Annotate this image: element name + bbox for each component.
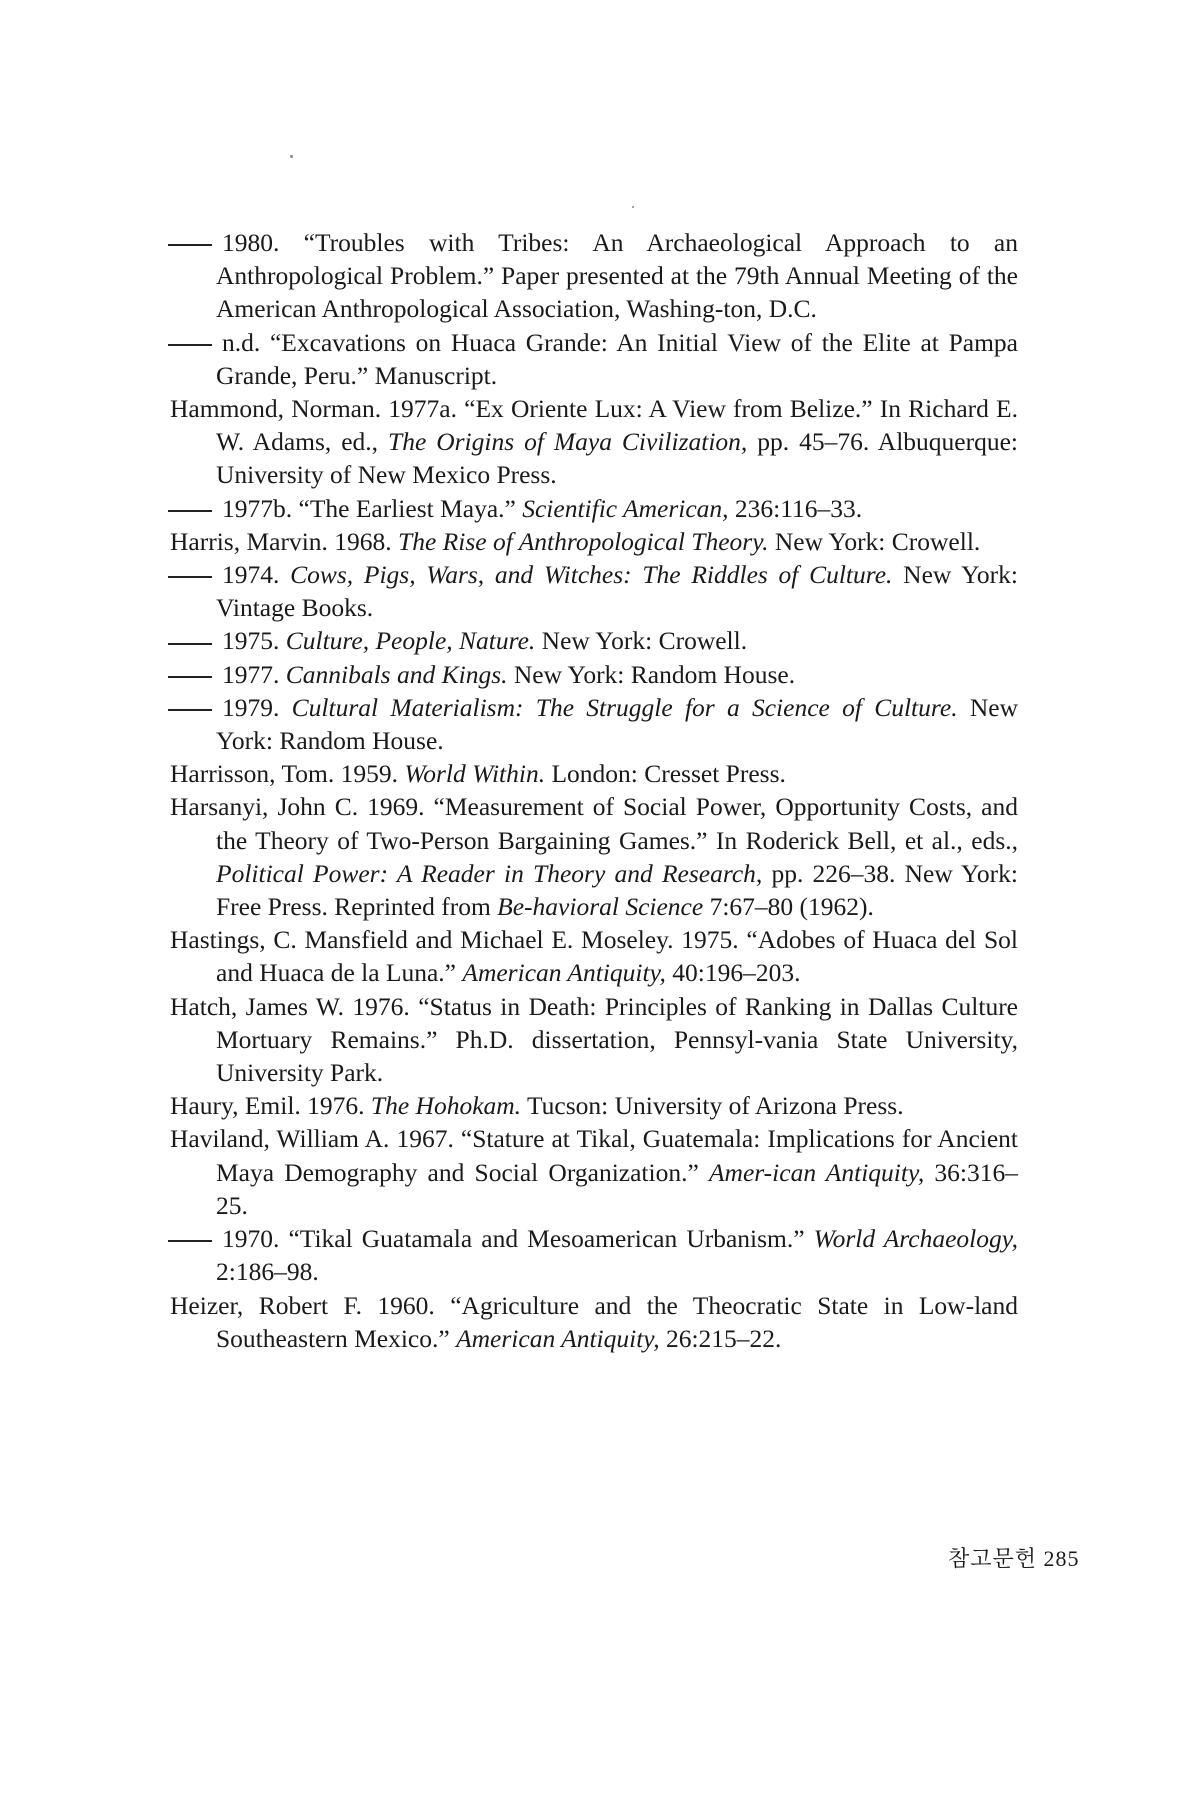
entry-text: 36:316–25. (216, 1157, 1018, 1220)
entry-text: pp. 45–76. Albuquerque: University of New Mexico Press. (216, 427, 1018, 490)
same-author-dash (168, 344, 212, 346)
entry-title-italic: World Archaeology, (813, 1224, 1019, 1254)
entry-text: New York: Crowell. (535, 626, 748, 656)
bibliography-entry (170, 558, 1018, 624)
same-author-dash (168, 510, 212, 512)
entry-title-italic: American Antiquity, (456, 1323, 660, 1353)
entry-title-italic: Cultural Materialism: The Struggle for a Science of Culture. (291, 692, 958, 722)
entry-title-italic: American Antiquity, (462, 958, 666, 988)
entry-text: n.d. “Excavations on Huaca Grande: An Initial View of the Elite at Pampa Grande, Peru.” Manuscript. (216, 327, 1018, 390)
bibliography-entry (170, 990, 1018, 1090)
entry-text: New York: Crowell. (768, 526, 981, 556)
entry-text: Hatch, James W. 1976. “Status in Death: Principles of Ranking in Dallas Culture Mortuary Remains.” Ph.D. dissertation, Pennsyl-vania State University, University Park. (170, 991, 1018, 1088)
page-footer (948, 1542, 1080, 1573)
entry-title-italic: The Hohokam. (370, 1091, 522, 1121)
scan-speck (290, 155, 293, 158)
entry-text: Heizer, Robert F. 1960. “Agriculture and the Theocratic State in Low-land Southeastern Mexico.” (170, 1290, 1018, 1353)
entry-text: 7:67–80 (1962). (703, 892, 874, 922)
entry-text: Haury, Emil. 1976. (170, 1091, 371, 1121)
entry-text: 1975. (222, 626, 286, 656)
entry-text: London: Cresset Press. (545, 759, 786, 789)
page-number: 285 (1043, 1546, 1080, 1571)
entry-text: 1974. (222, 560, 291, 590)
entry-text: pp. 226–38. New York: Free Press. Reprinted from (216, 858, 1018, 922)
entry-text: 1977b. “The Earliest Maya.” (222, 493, 523, 523)
bibliography-list (170, 226, 1018, 1355)
bibliography-entry (170, 658, 1018, 691)
same-author-dash (168, 709, 212, 711)
bibliography-entry (170, 1089, 1018, 1122)
bibliography-entry (170, 1122, 1018, 1222)
bibliography-entry (170, 226, 1018, 326)
entry-text: 40:196–203. (665, 958, 801, 988)
bibliography-entry (170, 525, 1018, 558)
entry-text: 236:116–33. (728, 493, 863, 523)
entry-text: Harris, Marvin. 1968. (170, 526, 399, 556)
entry-text: Harsanyi, John C. 1969. “Measurement of Social Power, Opportunity Costs, and the Theory of Two-Person Bargaining Games.” In Roderick Bell, et al., eds., (170, 792, 1018, 855)
same-author-dash (168, 676, 212, 678)
bibliography-entry (170, 624, 1018, 657)
entry-title-italic: Amer-ican Antiquity, (708, 1157, 925, 1187)
same-author-dash (168, 1240, 212, 1242)
entry-text: Hammond, Norman. 1977a. “Ex Oriente Lux: A View from Belize.” In Richard E. W. Adams, ed., (170, 394, 1018, 457)
bibliography-entry (170, 691, 1018, 757)
entry-text: 26:215–22. (659, 1323, 782, 1353)
bibliography-entry (170, 326, 1018, 392)
entry-title-italic: World Within. (404, 759, 546, 789)
entry-title-italic: The Rise of Anthropological Theory. (398, 526, 769, 556)
entry-text: 2:186–98. (216, 1257, 319, 1287)
entry-title-italic: Cannibals and Kings. (285, 659, 508, 689)
running-head: 참고문헌 (948, 1546, 1038, 1571)
entry-title-italic: Cows, Pigs, Wars, and Witches: The Riddles of Culture. (290, 560, 893, 590)
entry-text: New York: Random House. (507, 659, 796, 689)
entry-text: Tucson: University of Arizona Press. (521, 1091, 904, 1121)
bibliography-entry (170, 1222, 1018, 1288)
bibliography-entry (170, 923, 1018, 989)
bibliography-entry (170, 492, 1018, 525)
entry-title-italic: Culture, People, Nature. (285, 626, 536, 656)
entry-text: 1979. (222, 692, 292, 722)
entry-text: 1980. “Troubles with Tribes: An Archaeological Approach to an Anthropological Problem.” Paper presented at the 79th Annual Meeting of the American Anthropological Association, Washing-ton, D.C. (216, 228, 1018, 324)
same-author-dash (168, 643, 212, 645)
scan-speck (632, 206, 634, 208)
entry-text: Hastings, C. Mansfield and Michael E. Moseley. 1975. “Adobes of Huaca del Sol and Huaca de la Luna.” (170, 925, 1018, 988)
entry-text: 1970. “Tikal Guatamala and Mesoamerican Urbanism.” (222, 1224, 814, 1254)
same-author-dash (168, 244, 212, 246)
entry-text: Harrisson, Tom. 1959. (170, 759, 405, 789)
entry-title-italic: Political Power: A Reader in Theory and Research, (216, 858, 763, 888)
bibliography-entry (170, 790, 1018, 923)
bibliography-entry (170, 757, 1018, 790)
bibliography-entry (170, 1289, 1018, 1355)
entry-text: New York: Vintage Books. (216, 560, 1019, 623)
entry-text: New York: Random House. (216, 692, 1018, 756)
entry-text: 1977. (222, 659, 286, 689)
bibliography-entry (170, 392, 1018, 492)
entry-text: Haviland, William A. 1967. “Stature at Tikal, Guatemala: Implications for Ancient Maya Demography and Social Organization.” (170, 1124, 1018, 1187)
entry-title-italic: Be-havioral Science (497, 892, 704, 922)
entry-title-italic: The Origins of Maya Civilization, (388, 427, 748, 457)
entry-title-italic: Scientific American, (522, 493, 729, 523)
same-author-dash (168, 576, 212, 578)
